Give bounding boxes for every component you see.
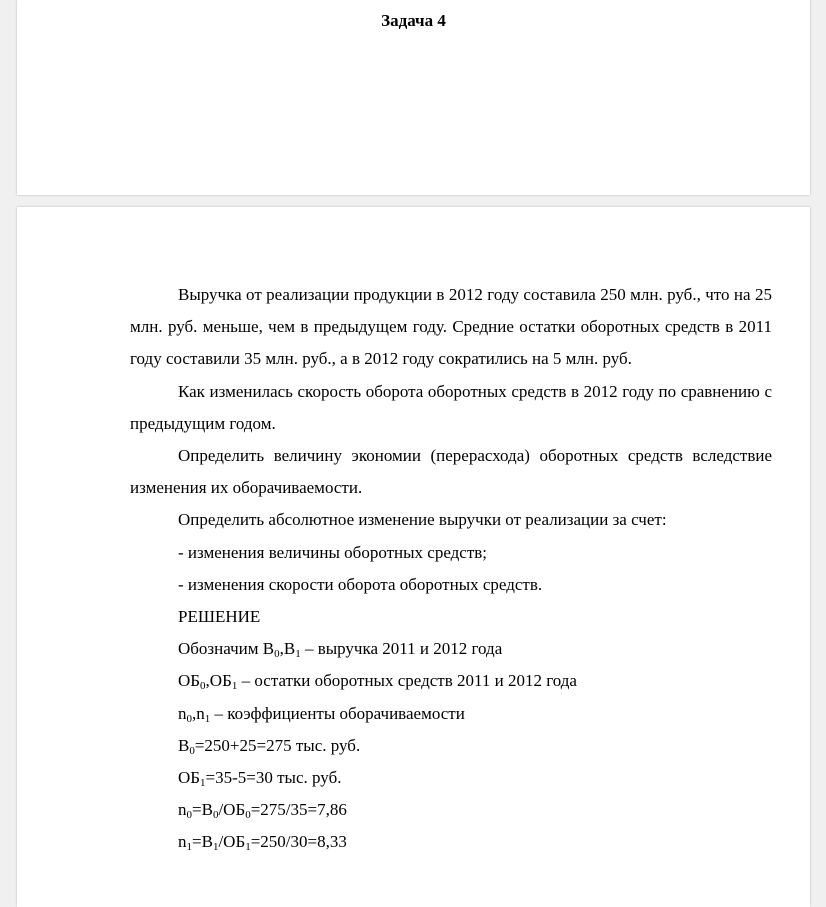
solution-line-revenue-2011: $В_0=250+25=275$ тыс. руб. <box>178 735 361 757</box>
solution-line-notation-revenue: Обозначим $В_0,В_1$ – выручка 2011 и 2012 года <box>178 639 503 661</box>
document-page-1 <box>17 0 810 195</box>
problem-paragraph-2: Как изменилась скорость оборота оборотных средств в 2012 году по сравнению с предыдущим годом. <box>130 381 772 433</box>
solution-line-turnover-2012: $n_1=В_1/ОБ_1=250/30=8,33$ <box>178 832 347 854</box>
solution-line-notation-assets: $ОБ_0,ОБ_1$ – остатки оборотных средств 2011 и 2012 года <box>178 671 577 693</box>
problem-paragraph-3: Определить величину экономии (перерасхода) оборотных средств вследствие изменения их оборачиваемости. <box>130 446 772 498</box>
solution-heading: РЕШЕНИЕ <box>178 607 261 627</box>
problem-paragraph-1: Выручка от реализации продукции в 2012 году составила 250 млн. руб., что на 25 млн. руб. меньше, чем в предыдущем году. Средние остатки оборотных средств в 2011 году составили 35 млн. руб., а в 2012 году сократились на 5 млн. руб. <box>130 285 772 369</box>
document-page-2 <box>17 207 810 907</box>
problem-paragraph-4: Определить абсолютное изменение выручки от реализации за счет: <box>178 510 667 530</box>
solution-line-assets-2012: $ОБ_1=35-5=30$ тыс. руб. <box>178 768 342 790</box>
task-title: Задача 4 <box>381 11 446 30</box>
problem-item-2: - изменения скорости оборота оборотных средств. <box>178 574 543 594</box>
problem-item-1: - изменения величины оборотных средств; <box>178 542 488 562</box>
solution-line-notation-turnover: $n_0,n_1$ – коэффициенты оборачиваемости <box>178 703 465 725</box>
solution-line-turnover-2011: $n_0=В_0/ОБ_0=275/35=7,86$ <box>178 800 347 822</box>
document-body <box>130 279 772 859</box>
